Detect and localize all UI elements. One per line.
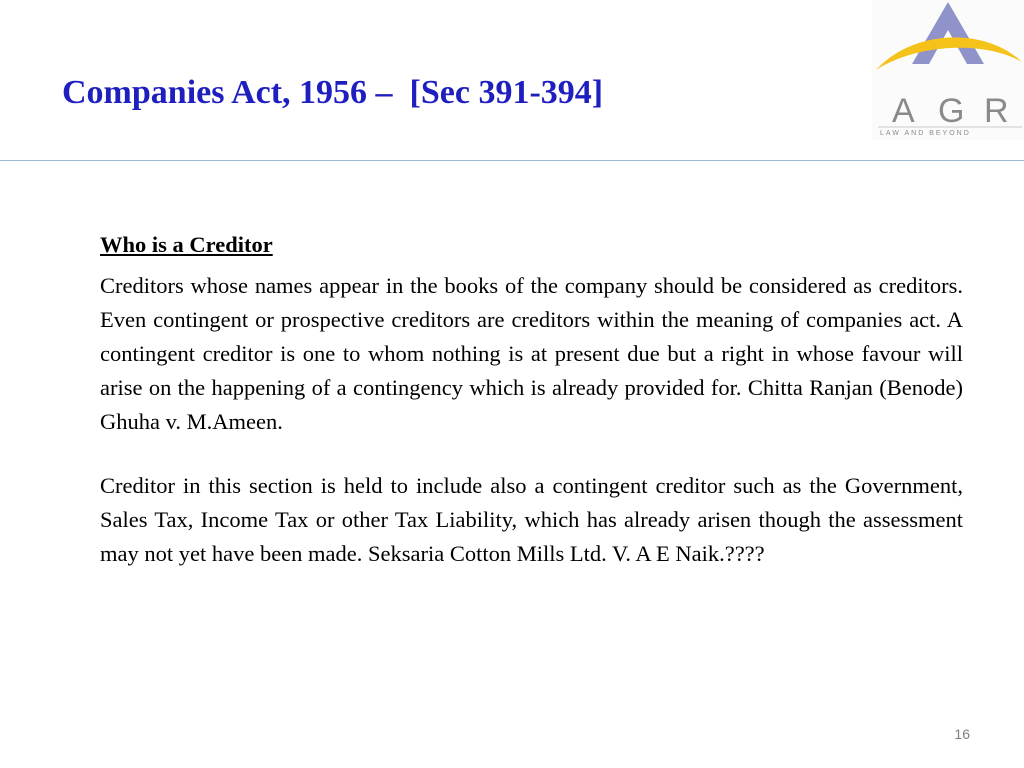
logo-letter-a: A [892,92,915,130]
page-number: 16 [954,726,970,742]
logo-letter-r: R [984,92,1009,130]
section-heading: Who is a Creditor [100,232,273,257]
agr-logo [872,0,1024,140]
slide-content [100,228,963,571]
slide-title: Companies Act, 1956 – [Sec 391-394] [62,74,604,111]
paragraph-1: Creditors whose names appear in the books of the company should be considered as creditors. Even contingent or prospective creditors are creditors within the meaning of companies act. A contingent creditor is one to whom nothing is at present due but a right in whose favour will arise on the happening of a contingency which is already provided for. Chitta Ranjan (Benode) Ghuha v. M.Ameen. [100,273,963,434]
logo-letter-g: G [938,92,965,130]
logo-tagline: LAW AND BEYOND [880,130,971,137]
title-divider [0,160,1024,161]
paragraph-2: Creditor in this section is held to include also a contingent creditor such as the Government, Sales Tax, Income Tax or other Tax Liability, which has already arisen though the assessment may not yet have been made. Seksaria Cotton Mills Ltd. V. A E Naik.???? [100,473,963,566]
